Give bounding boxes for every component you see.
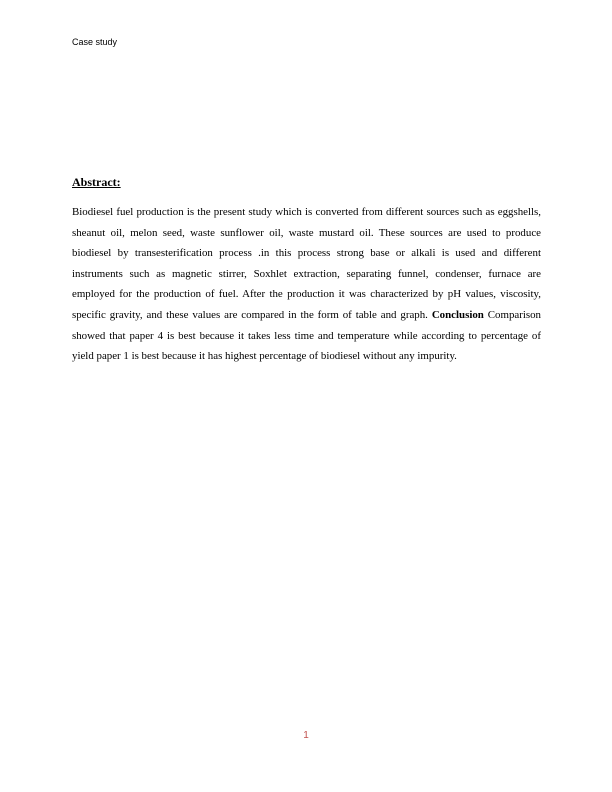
page-number: 1 [303, 730, 309, 741]
abstract-heading: Abstract: [72, 175, 121, 189]
abstract-paragraph [72, 202, 541, 367]
conclusion-label: Conclusion [431, 308, 484, 321]
running-header: Case study [72, 37, 118, 47]
conclusion-text: Comparison showed that paper 4 is best because it takes less time and temperature while according to percentage of yield paper 1 is best because it has highest percentage of biodiesel without any impurity. [72, 308, 542, 363]
abstract-body-text: Biodiesel fuel production is the present study which is converted from different sources such as eggshells, sheanut oil, melon seed, waste sunflower oil, waste mustard oil. These sources are used to produce biodiesel by transesterification process .in this process strong base or alkali is used and different instruments such as magnetic stirrer, Soxhlet extraction, separating funnel, condenser, furnace are employed for the production of fuel. After the production it was characterized by pH values, viscosity, specific gravity, and these values are compared in the form of table and graph. [72, 206, 541, 321]
